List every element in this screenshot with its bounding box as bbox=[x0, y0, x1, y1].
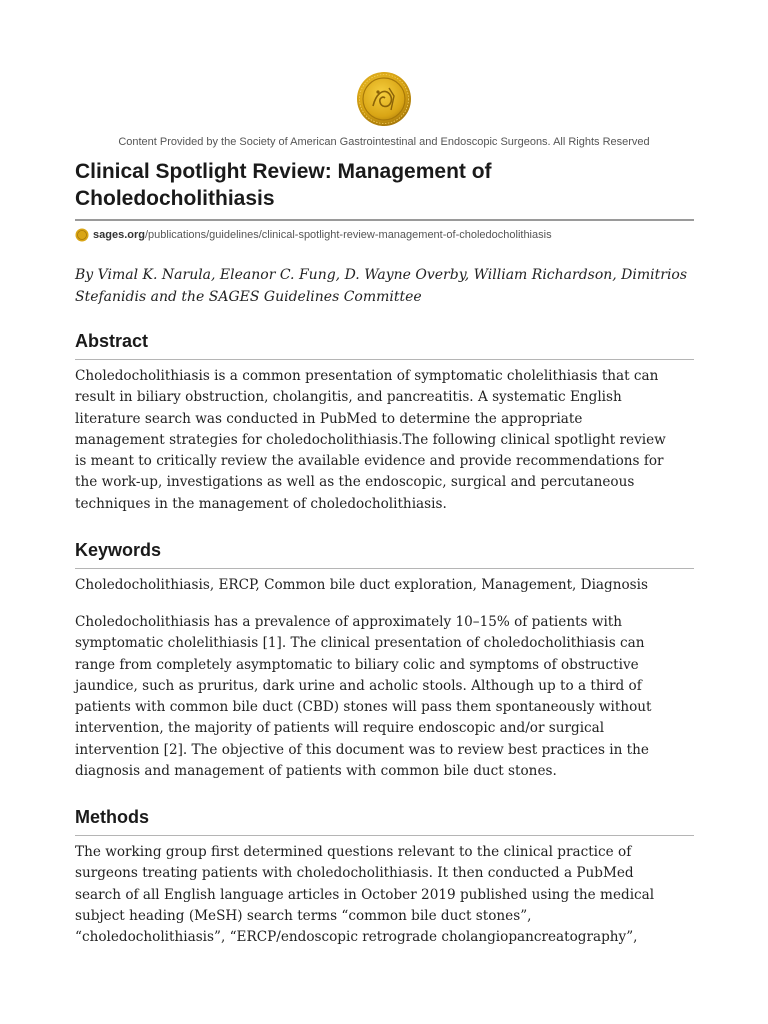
text-line: intervention [2]. The objective of this document was to review best practices in the bbox=[75, 741, 649, 758]
keywords-heading: Keywords bbox=[75, 540, 162, 560]
text-line: surgeons treating patients with choledocholithiasis. It then conducted a PubMed bbox=[75, 865, 634, 882]
abstract-text bbox=[75, 366, 715, 515]
keywords-text bbox=[75, 575, 715, 596]
text-line: the work-up, investigations as well as the endoscopic, surgical and percutaneous bbox=[75, 474, 635, 491]
abstract-divider bbox=[75, 359, 694, 360]
text-line: search of all English language articles in October 2019 published using the medical bbox=[75, 886, 655, 903]
text-line: literature search was conducted in PubMed to determine the appropriate bbox=[75, 410, 583, 427]
text-line: intervention, the majority of patients will require endoscopic and/or surgical bbox=[75, 720, 605, 737]
text-line: Choledocholithiasis, ERCP, Common bile duct exploration, Management, Diagnosis bbox=[75, 577, 648, 593]
title-divider bbox=[75, 219, 694, 221]
keywords-divider bbox=[75, 568, 694, 569]
text-line: jaundice, such as pruritus, dark urine and acholic stools. Although up to a third of bbox=[75, 677, 642, 694]
text-line: subject heading (MeSH) search terms “common bile duct stones”, bbox=[75, 907, 532, 924]
author-line: By Vimal K. Narula, Eleanor C. Fung, D. Wayne Overby, William Richardson, Dimitrios bbox=[75, 267, 688, 283]
text-line: symptomatic cholelithiasis [1]. The clinical presentation of choledocholithiasis can bbox=[75, 635, 645, 652]
url-domain[interactable]: sages.org bbox=[93, 229, 145, 241]
text-line: range from completely asymptomatic to biliary colic and symptoms of obstructive bbox=[75, 656, 639, 673]
methods-paragraph bbox=[75, 842, 715, 948]
sages-favicon-icon bbox=[75, 228, 89, 242]
intro-paragraph bbox=[75, 612, 715, 782]
methods-divider bbox=[75, 835, 694, 836]
text-line: diagnosis and management of patients with common bile duct stones. bbox=[75, 763, 557, 780]
author-line: Stefanidis and the SAGES Guidelines Committee bbox=[75, 289, 422, 305]
url-path[interactable]: /publications/guidelines/clinical-spotlight-review-management-of-choledocholithiasis bbox=[144, 229, 552, 241]
text-line: patients with common bile duct (CBD) stones will pass them spontaneously without bbox=[75, 699, 652, 716]
text-line: “choledocholithiasis”, “ERCP/endoscopic retrograde cholangiopancreatography”, bbox=[75, 929, 638, 946]
text-line: is meant to critically review the available evidence and provide recommendations for bbox=[75, 453, 664, 470]
content-attribution: Content Provided by the Society of American Gastrointestinal and Endoscopic Surgeons. All Rights Reserved bbox=[118, 136, 650, 148]
methods-heading: Methods bbox=[75, 807, 149, 827]
source-url[interactable] bbox=[75, 227, 552, 243]
seal-icon bbox=[356, 70, 412, 128]
abstract-heading: Abstract bbox=[75, 331, 149, 351]
text-line: Choledocholithiasis has a prevalence of approximately 10–15% of patients with bbox=[75, 614, 623, 630]
text-line: Choledocholithiasis is a common presentation of symptomatic cholelithiasis that can bbox=[75, 368, 659, 384]
text-line: result in biliary obstruction, cholangitis, and pancreatitis. A systematic English bbox=[75, 389, 622, 406]
text-line: The working group first determined questions relevant to the clinical practice of bbox=[75, 844, 632, 860]
text-line: management strategies for choledocholithiasis.The following clinical spotlight review bbox=[75, 431, 666, 448]
text-line: techniques in the management of choledocholithiasis. bbox=[75, 495, 447, 512]
sages-seal-logo bbox=[356, 70, 412, 128]
author-list bbox=[75, 264, 705, 308]
article-title: Clinical Spotlight Review: Management of Choledocholithiasis bbox=[75, 160, 492, 210]
